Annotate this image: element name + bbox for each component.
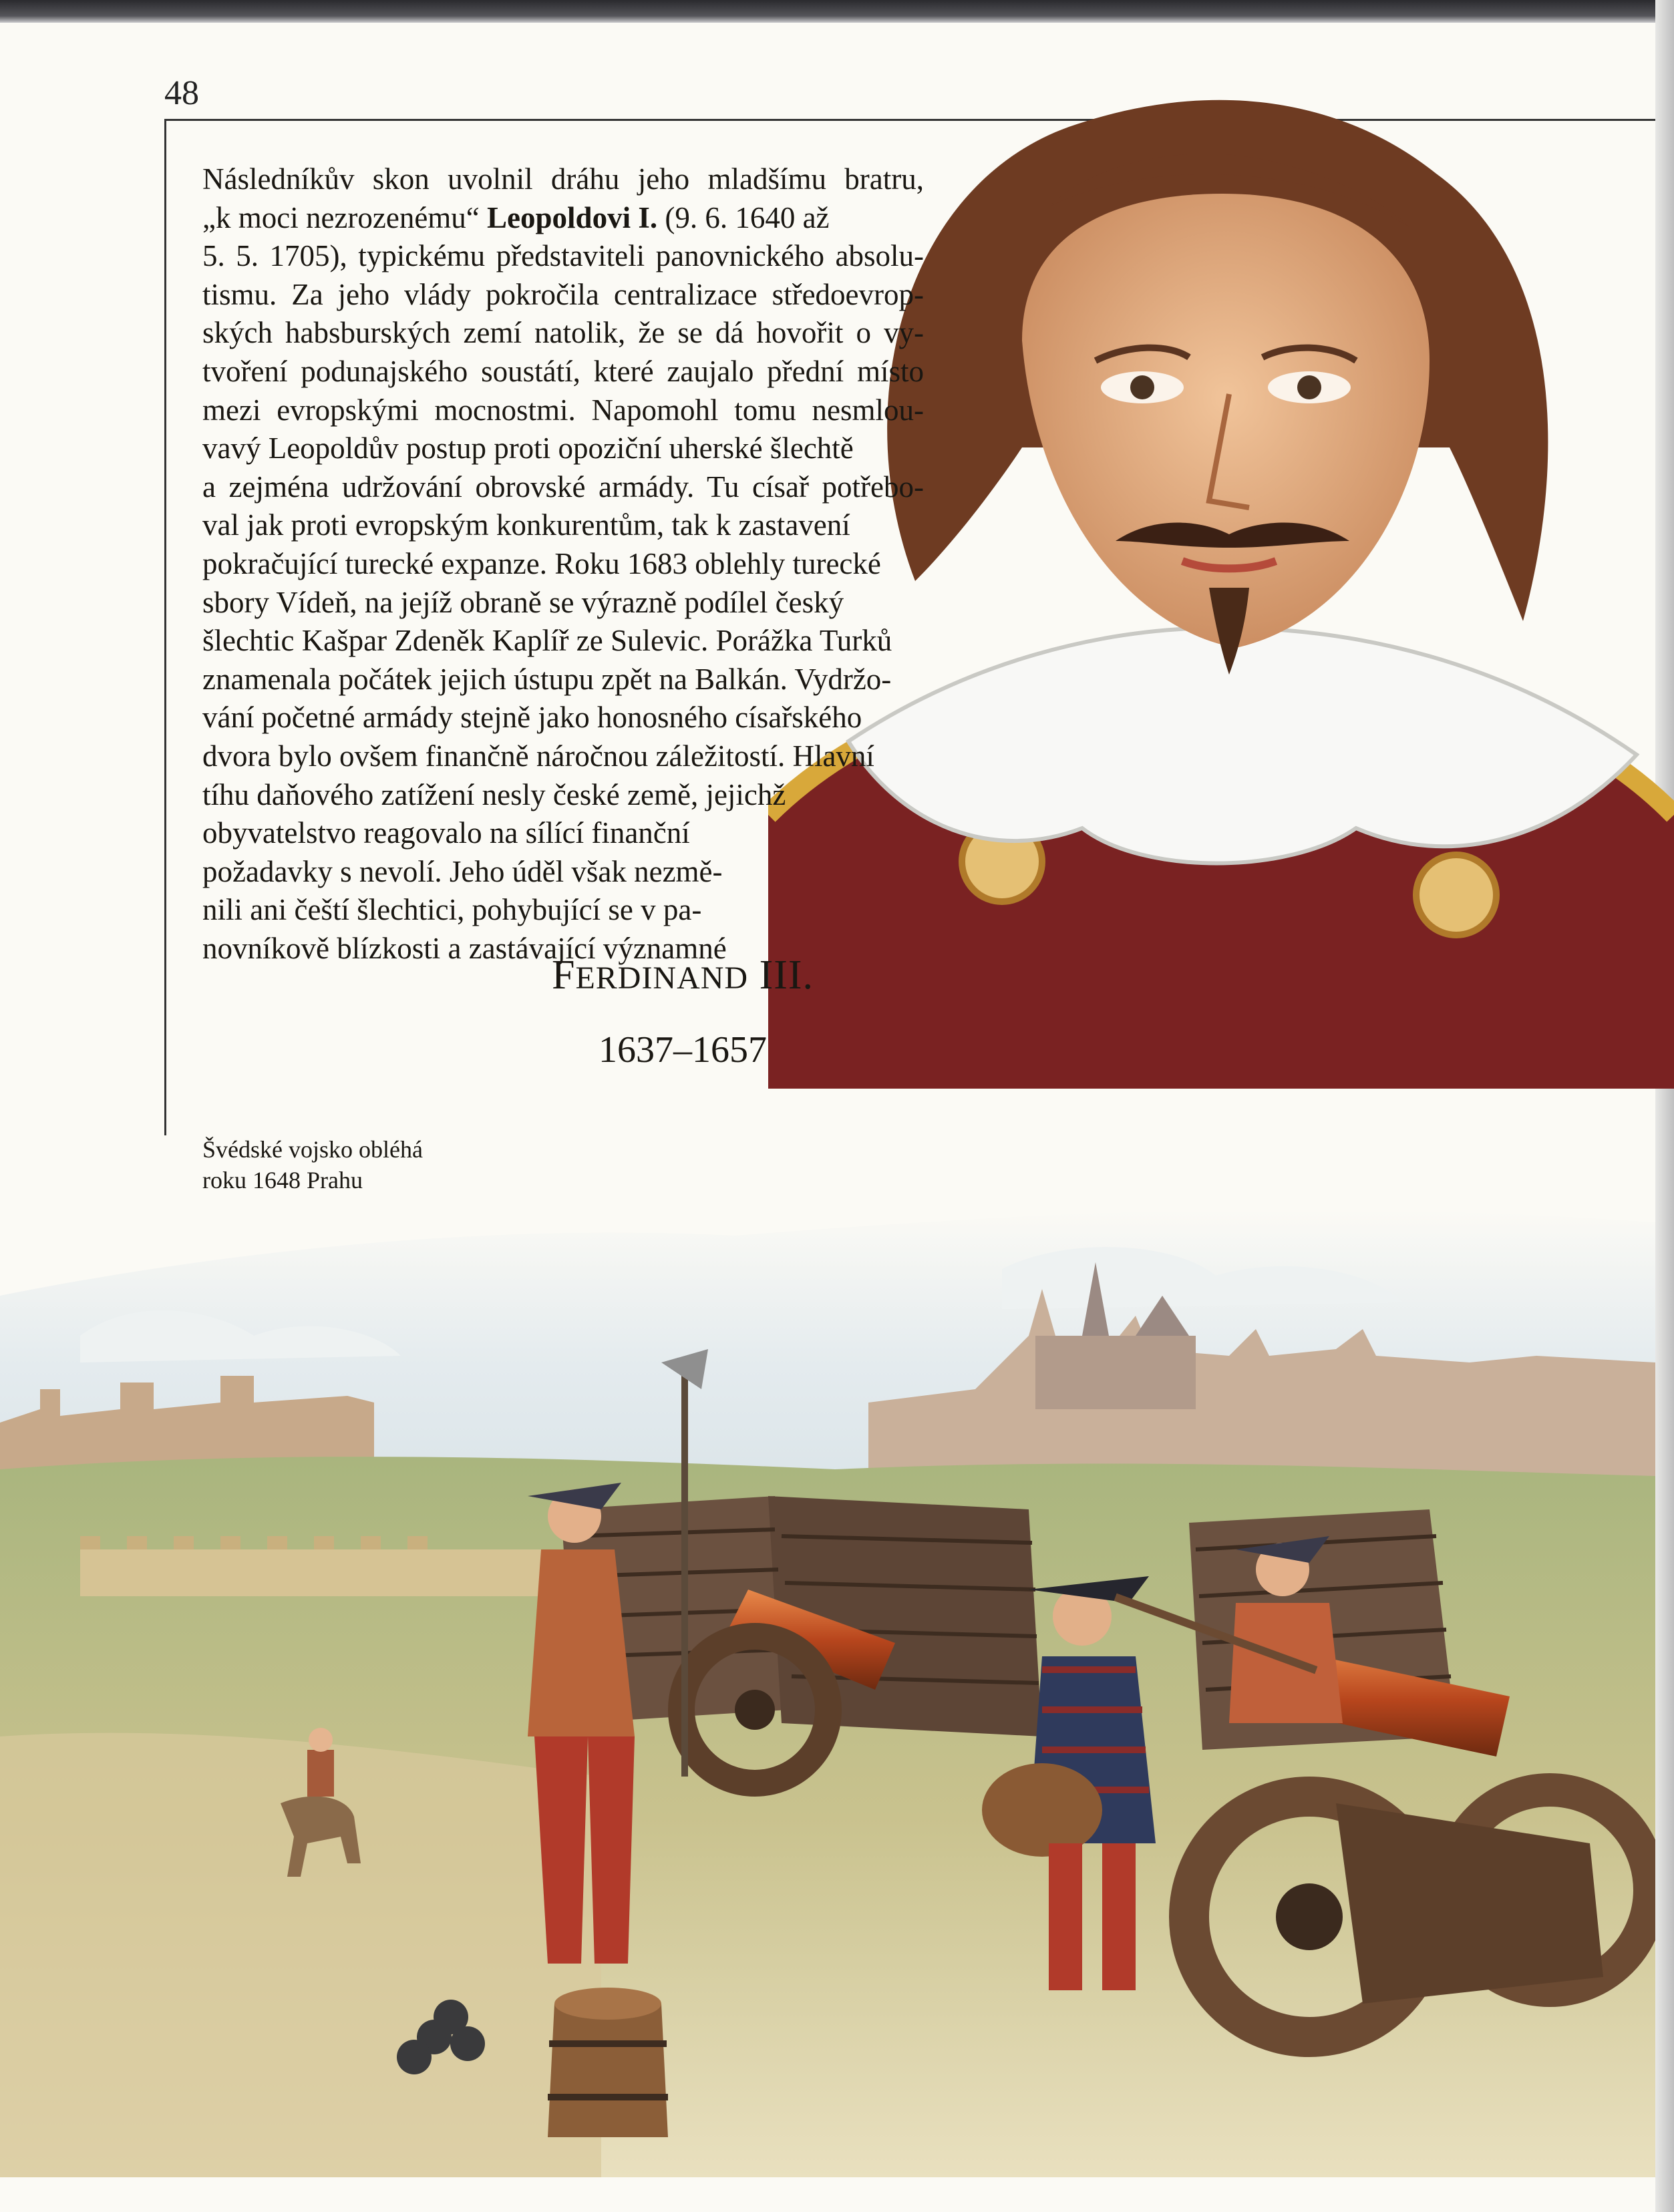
illustration-caption bbox=[202, 1134, 483, 1195]
text-line: vavý Leopoldův postup proti opoziční uherské šlechtě bbox=[202, 431, 854, 466]
text-line: vání početné armády stejně jako honosného císařského bbox=[202, 701, 862, 735]
text-line: novníkově blízkosti a zastávající významné bbox=[202, 931, 727, 965]
text-line: nili ani čeští šlechtici, pohybující se v pa- bbox=[202, 893, 702, 927]
text-line: požadavky s nevolí. Jeho úděl však nezmě- bbox=[202, 854, 723, 888]
text-line: tvoření podunajského soustátí, které zaujalo přední místo bbox=[202, 354, 924, 388]
title-rest: ERDINAND bbox=[575, 960, 749, 996]
text-line: sbory Vídeň, na jejíž obraně se výrazně podílel český bbox=[202, 585, 844, 619]
portrait-caption-title bbox=[516, 952, 850, 1002]
text-line: mezi evropskými mocnostmi. Napomohl tomu nesmlou- bbox=[202, 393, 924, 427]
text-line bbox=[202, 199, 924, 238]
text-line: a zejména udržování obrovské armády. Tu císař potřebo- bbox=[202, 470, 924, 504]
text-fragment: „k moci nezrozenému“ bbox=[202, 200, 480, 234]
siege-of-prague-illustration bbox=[0, 1135, 1655, 2177]
page-number: 48 bbox=[164, 74, 199, 112]
text-line: 5. 5. 1705), typickému představiteli panovnického absolu- bbox=[202, 239, 924, 273]
scan-edge-top bbox=[0, 0, 1674, 23]
text-line: obyvatelstvo reagovalo na sílící finanční bbox=[202, 816, 690, 850]
main-article-text bbox=[202, 160, 924, 968]
powder-barrel bbox=[548, 1988, 668, 2137]
portrait-caption-years: 1637–1657 bbox=[599, 1029, 767, 1071]
text-line: šlechtic Kašpar Zdeněk Kaplíř ze Sulevic. Porážka Turků bbox=[202, 624, 892, 658]
title-numeral: III. bbox=[759, 952, 814, 998]
leopold-name: Leopoldovi I. bbox=[487, 200, 658, 234]
frame-rule-left-upper bbox=[164, 119, 166, 1258]
text-line: dvora bylo ovšem finančně náročnou záležitostí. Hlavní bbox=[202, 739, 874, 773]
title-initial: F bbox=[551, 952, 576, 998]
illustration-caption-line: Švédské vojsko obléhá bbox=[202, 1136, 423, 1163]
text-line: val jak proti evropským konkurentům, tak k zastavení bbox=[202, 508, 850, 542]
text-line: Následníkův skon uvolnil dráhu jeho mladšímu bratru, bbox=[202, 162, 924, 196]
illustration-caption-line: roku 1648 Prahu bbox=[202, 1167, 363, 1193]
text-line: ských habsburských zemí natolik, že se dá hovořit o vy- bbox=[202, 316, 924, 350]
text-line: tíhu daňového zatížení nesly české země, jejichž bbox=[202, 777, 786, 811]
text-line: tismu. Za jeho vlády pokročila centralizace středoevrop- bbox=[202, 277, 924, 311]
text-line: pokračující turecké expanze. Roku 1683 oblehly turecké bbox=[202, 546, 881, 580]
text-fragment: (9. 6. 1640 až bbox=[665, 200, 830, 234]
text-line: znamenala počátek jejich ústupu zpět na Balkán. Vydržo- bbox=[202, 662, 892, 696]
